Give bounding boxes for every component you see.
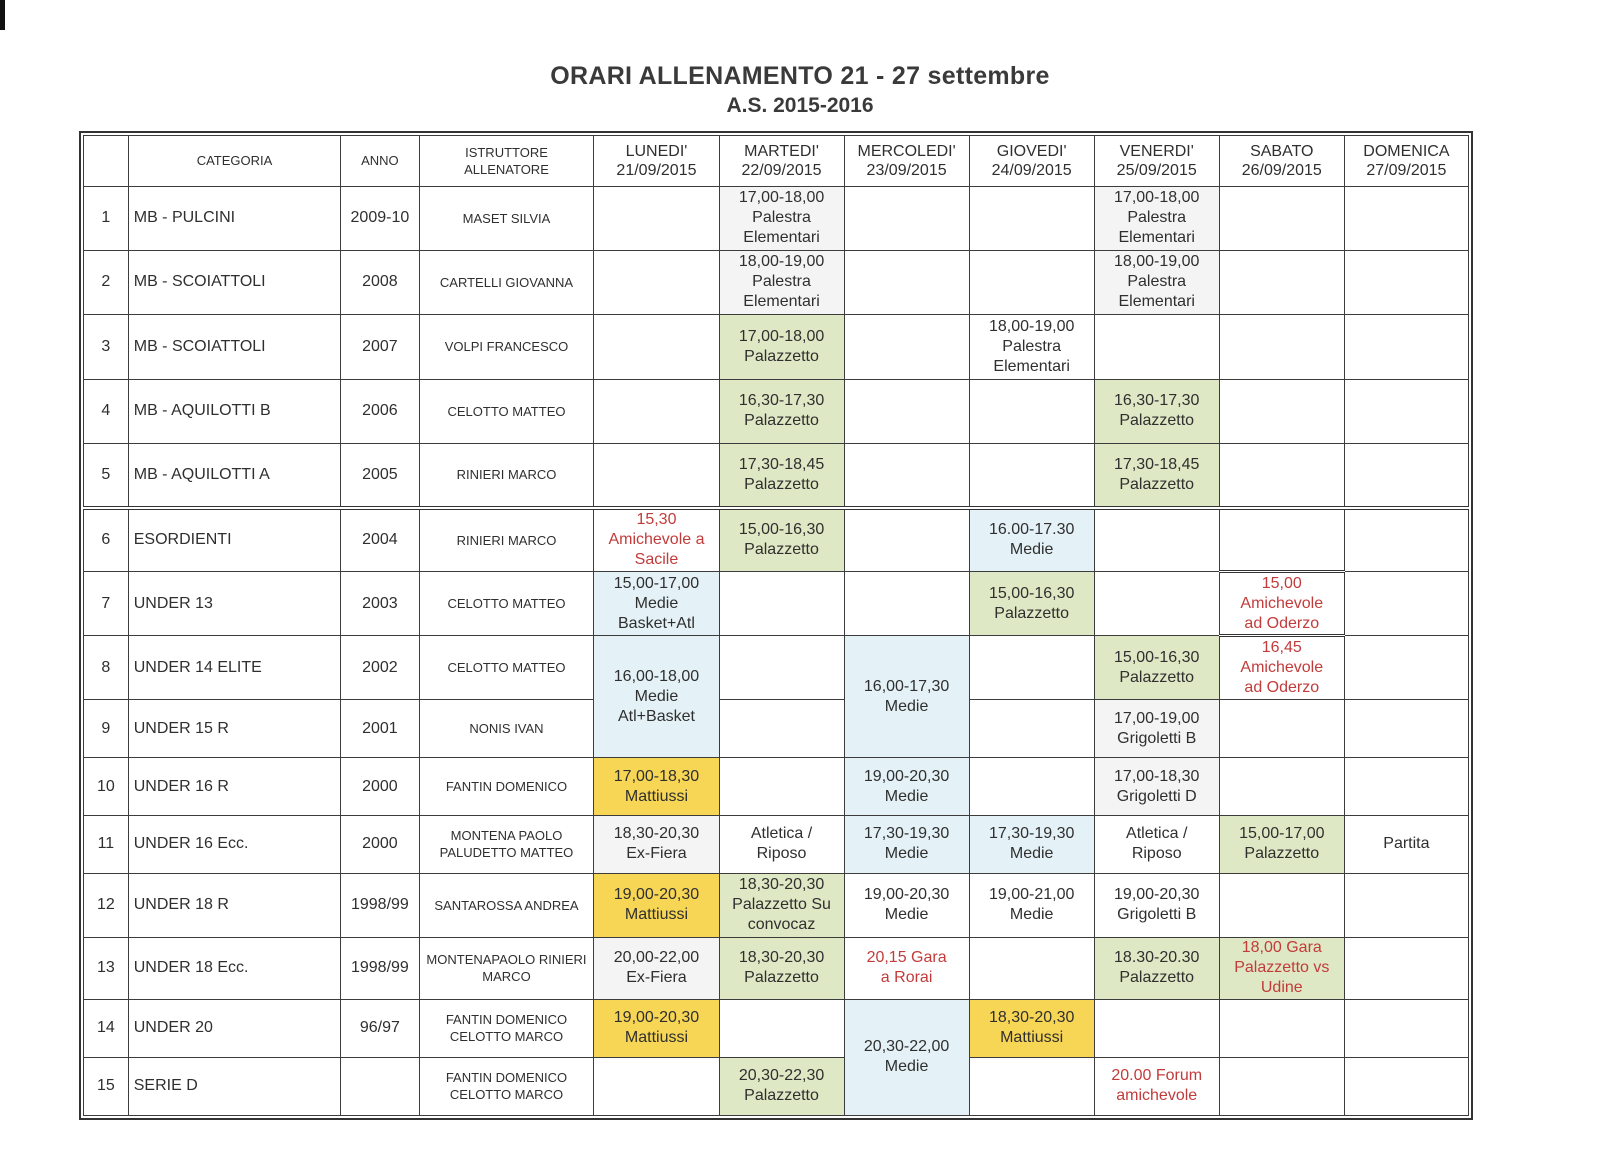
- cell-sabato: [1219, 250, 1344, 314]
- cell-mercoledi: 17,30-19,30 Medie: [844, 815, 969, 873]
- cell-domenica: [1344, 250, 1468, 314]
- row-istruttore: RINIERI MARCO: [419, 508, 594, 572]
- row-number: 8: [84, 636, 129, 700]
- cell-lunedi: 17,00-18,30 Mattiussi: [594, 758, 719, 816]
- cell-giovedi: [969, 758, 1094, 816]
- row-istruttore: CELOTTO MATTEO: [419, 572, 594, 636]
- cell-venerdi: 17,00-18,00 Palestra Elementari: [1094, 186, 1219, 250]
- table-row: [84, 1057, 1469, 1115]
- cell-lunedi: [594, 186, 719, 250]
- row-categoria: MB - AQUILOTTI A: [128, 443, 341, 507]
- cell-mercoledi: [844, 186, 969, 250]
- cell-lunedi: [594, 1057, 719, 1115]
- row-istruttore: MASET SILVIA: [419, 186, 594, 250]
- cell-venerdi: 18,00-19,00 Palestra Elementari: [1094, 250, 1219, 314]
- row-number: 13: [84, 937, 129, 999]
- cell-domenica: [1344, 937, 1468, 999]
- cell-sabato: [1219, 508, 1344, 572]
- header-row: [84, 136, 1469, 187]
- row-istruttore: VOLPI FRANCESCO: [419, 314, 594, 379]
- cell-venerdi: [1094, 508, 1219, 572]
- row-number: 11: [84, 815, 129, 873]
- row-categoria: SERIE D: [128, 1057, 341, 1115]
- cell-giovedi: 18,00-19,00 Palestra Elementari: [969, 314, 1094, 379]
- cell-lunedi: 18,30-20,30 Ex-Fiera: [594, 815, 719, 873]
- row-categoria: UNDER 20: [128, 999, 341, 1057]
- page-subtitle: A.S. 2015-2016: [726, 94, 874, 117]
- row-categoria: UNDER 18 Ecc.: [128, 937, 341, 999]
- row-istruttore: RINIERI MARCO: [419, 443, 594, 507]
- table-row: [84, 700, 1469, 758]
- cell-lunedi: 15,30 Amichevole a Sacile: [594, 508, 719, 572]
- cell-lunedi: 19,00-20,30 Mattiussi: [594, 873, 719, 937]
- schedule-table: [83, 135, 1469, 1116]
- cell-mercoledi: 19,00-20,30 Medie: [844, 758, 969, 816]
- cell-domenica: [1344, 572, 1468, 636]
- cell-domenica: [1344, 873, 1468, 937]
- row-anno: 2007: [341, 314, 419, 379]
- row-istruttore: FANTIN DOMENICO CELOTTO MARCO: [419, 999, 594, 1057]
- row-anno: 2006: [341, 379, 419, 443]
- row-anno: 96/97: [341, 999, 419, 1057]
- header-venerdi: VENERDI' 25/09/2015: [1094, 136, 1219, 187]
- cell-mercoledi: 16,00-17,30 Medie: [844, 636, 969, 758]
- row-categoria: MB - SCOIATTOLI: [128, 250, 341, 314]
- row-anno: 2002: [341, 636, 419, 700]
- row-number: 1: [84, 186, 129, 250]
- header-num: [84, 136, 129, 187]
- cell-lunedi: 20,00-22,00 Ex-Fiera: [594, 937, 719, 999]
- cell-lunedi: 16,00-18,00 Medie Atl+Basket: [594, 636, 719, 758]
- cell-domenica: [1344, 636, 1468, 700]
- table-row: [84, 314, 1469, 379]
- cell-mercoledi: [844, 250, 969, 314]
- cell-sabato: [1219, 999, 1344, 1057]
- cell-sabato: [1219, 379, 1344, 443]
- row-anno: 2000: [341, 815, 419, 873]
- row-number: 10: [84, 758, 129, 816]
- header-lunedi: LUNEDI' 21/09/2015: [594, 136, 719, 187]
- header-mercoledi: MERCOLEDI' 23/09/2015: [844, 136, 969, 187]
- row-number: 4: [84, 379, 129, 443]
- table-row: [84, 572, 1469, 636]
- row-categoria: UNDER 16 R: [128, 758, 341, 816]
- cell-giovedi: [969, 636, 1094, 700]
- cell-venerdi: [1094, 999, 1219, 1057]
- cell-venerdi: Atletica / Riposo: [1094, 815, 1219, 873]
- cell-giovedi: [969, 937, 1094, 999]
- cell-sabato: [1219, 314, 1344, 379]
- cell-martedi: [719, 636, 844, 700]
- cell-sabato: [1219, 873, 1344, 937]
- cell-venerdi: 19,00-20,30 Grigoletti B: [1094, 873, 1219, 937]
- cell-domenica: Partita: [1344, 815, 1468, 873]
- row-categoria: MB - AQUILOTTI B: [128, 379, 341, 443]
- cell-martedi: [719, 758, 844, 816]
- row-anno: 2005: [341, 443, 419, 507]
- table-row: [84, 186, 1469, 250]
- cell-sabato: [1219, 700, 1344, 758]
- row-number: 5: [84, 443, 129, 507]
- cell-sabato: 15,00-17,00 Palazzetto: [1219, 815, 1344, 873]
- table-row: [84, 758, 1469, 816]
- cell-mercoledi: [844, 443, 969, 507]
- cell-venerdi: 15,00-16,30 Palazzetto: [1094, 636, 1219, 700]
- cell-martedi: [719, 700, 844, 758]
- header-martedi: MARTEDI' 22/09/2015: [719, 136, 844, 187]
- header-sabato: SABATO 26/09/2015: [1219, 136, 1344, 187]
- row-categoria: MB - PULCINI: [128, 186, 341, 250]
- cell-mercoledi: [844, 314, 969, 379]
- scan-edge-mark: [0, 0, 5, 30]
- cell-martedi: 15,00-16,30 Palazzetto: [719, 508, 844, 572]
- header-istruttore: ISTRUTTORE ALLENATORE: [419, 136, 594, 187]
- row-istruttore: NONIS IVAN: [419, 700, 594, 758]
- cell-giovedi: [969, 379, 1094, 443]
- row-istruttore: CELOTTO MATTEO: [419, 379, 594, 443]
- row-categoria: UNDER 15 R: [128, 700, 341, 758]
- row-anno: 2000: [341, 758, 419, 816]
- cell-venerdi: 17,00-19,00 Grigoletti B: [1094, 700, 1219, 758]
- cell-giovedi: [969, 1057, 1094, 1115]
- page-title: ORARI ALLENAMENTO 21 - 27 settembre: [550, 62, 1050, 90]
- cell-martedi: 17,00-18,00 Palestra Elementari: [719, 186, 844, 250]
- row-number: 6: [84, 508, 129, 572]
- cell-mercoledi: [844, 572, 969, 636]
- row-number: 3: [84, 314, 129, 379]
- row-categoria: MB - SCOIATTOLI: [128, 314, 341, 379]
- cell-martedi: 17,00-18,00 Palazzetto: [719, 314, 844, 379]
- table-row: [84, 937, 1469, 999]
- row-anno: 2001: [341, 700, 419, 758]
- row-categoria: UNDER 16 Ecc.: [128, 815, 341, 873]
- row-number: 15: [84, 1057, 129, 1115]
- cell-sabato: [1219, 758, 1344, 816]
- header-domenica: DOMENICA 27/09/2015: [1344, 136, 1468, 187]
- cell-domenica: [1344, 314, 1468, 379]
- cell-sabato: 18,00 Gara Palazzetto vs Udine: [1219, 937, 1344, 999]
- cell-domenica: [1344, 1057, 1468, 1115]
- row-anno: 1998/99: [341, 937, 419, 999]
- cell-sabato: 16,45 Amichevole ad Oderzo: [1219, 636, 1344, 700]
- table-row: [84, 999, 1469, 1057]
- cell-giovedi: 19,00-21,00 Medie: [969, 873, 1094, 937]
- row-categoria: UNDER 18 R: [128, 873, 341, 937]
- cell-mercoledi: [844, 379, 969, 443]
- table-row: [84, 250, 1469, 314]
- row-anno: [341, 1057, 419, 1115]
- table-row: [84, 443, 1469, 507]
- cell-domenica: [1344, 508, 1468, 572]
- cell-domenica: [1344, 758, 1468, 816]
- row-number: 14: [84, 999, 129, 1057]
- cell-giovedi: [969, 186, 1094, 250]
- cell-mercoledi: 20,15 Gara a Rorai: [844, 937, 969, 999]
- cell-sabato: [1219, 1057, 1344, 1115]
- cell-mercoledi: [844, 508, 969, 572]
- row-number: 12: [84, 873, 129, 937]
- cell-martedi: Atletica / Riposo: [719, 815, 844, 873]
- cell-domenica: [1344, 999, 1468, 1057]
- cell-domenica: [1344, 186, 1468, 250]
- cell-giovedi: [969, 443, 1094, 507]
- cell-lunedi: 15,00-17,00 Medie Basket+Atl: [594, 572, 719, 636]
- cell-giovedi: 18,30-20,30 Mattiussi: [969, 999, 1094, 1057]
- row-categoria: UNDER 14 ELITE: [128, 636, 341, 700]
- table-row: [84, 508, 1469, 572]
- cell-martedi: [719, 999, 844, 1057]
- cell-domenica: [1344, 700, 1468, 758]
- cell-lunedi: [594, 250, 719, 314]
- cell-venerdi: [1094, 572, 1219, 636]
- cell-giovedi: [969, 250, 1094, 314]
- cell-martedi: 18,30-20,30 Palazzetto: [719, 937, 844, 999]
- table-row: [84, 379, 1469, 443]
- header-categoria: CATEGORIA: [128, 136, 341, 187]
- schedule-table-frame: [79, 131, 1473, 1120]
- table-row: [84, 636, 1469, 700]
- cell-lunedi: [594, 379, 719, 443]
- row-anno: 2008: [341, 250, 419, 314]
- cell-venerdi: 18.30-20.30 Palazzetto: [1094, 937, 1219, 999]
- table-row: [84, 815, 1469, 873]
- row-anno: 2004: [341, 508, 419, 572]
- cell-martedi: 18,30-20,30 Palazzetto Su convocaz: [719, 873, 844, 937]
- row-istruttore: FANTIN DOMENICO: [419, 758, 594, 816]
- cell-lunedi: 19,00-20,30 Mattiussi: [594, 999, 719, 1057]
- cell-venerdi: 17,00-18,30 Grigoletti D: [1094, 758, 1219, 816]
- table-row: [84, 873, 1469, 937]
- cell-domenica: [1344, 443, 1468, 507]
- cell-martedi: [719, 572, 844, 636]
- row-anno: 2009-10: [341, 186, 419, 250]
- cell-lunedi: [594, 443, 719, 507]
- cell-giovedi: 16.00-17.30 Medie: [969, 508, 1094, 572]
- header-giovedi: GIOVEDI' 24/09/2015: [969, 136, 1094, 187]
- row-categoria: UNDER 13: [128, 572, 341, 636]
- cell-sabato: 15,00 Amichevole ad Oderzo: [1219, 572, 1344, 636]
- cell-venerdi: 16,30-17,30 Palazzetto: [1094, 379, 1219, 443]
- cell-sabato: [1219, 443, 1344, 507]
- cell-mercoledi: 19,00-20,30 Medie: [844, 873, 969, 937]
- cell-giovedi: 15,00-16,30 Palazzetto: [969, 572, 1094, 636]
- cell-lunedi: [594, 314, 719, 379]
- cell-martedi: 18,00-19,00 Palestra Elementari: [719, 250, 844, 314]
- cell-giovedi: 17,30-19,30 Medie: [969, 815, 1094, 873]
- row-categoria: ESORDIENTI: [128, 508, 341, 572]
- row-anno: 2003: [341, 572, 419, 636]
- row-number: 2: [84, 250, 129, 314]
- cell-martedi: 16,30-17,30 Palazzetto: [719, 379, 844, 443]
- cell-martedi: 17,30-18,45 Palazzetto: [719, 443, 844, 507]
- row-istruttore: CELOTTO MATTEO: [419, 636, 594, 700]
- cell-venerdi: [1094, 314, 1219, 379]
- cell-venerdi: 20.00 Forum amichevole: [1094, 1057, 1219, 1115]
- row-anno: 1998/99: [341, 873, 419, 937]
- cell-sabato: [1219, 186, 1344, 250]
- cell-venerdi: 17,30-18,45 Palazzetto: [1094, 443, 1219, 507]
- row-istruttore: MONTENA PAOLO PALUDETTO MATTEO: [419, 815, 594, 873]
- cell-mercoledi: 20,30-22,00 Medie: [844, 999, 969, 1115]
- cell-martedi: 20,30-22,30 Palazzetto: [719, 1057, 844, 1115]
- row-istruttore: MONTENAPAOLO RINIERI MARCO: [419, 937, 594, 999]
- row-number: 9: [84, 700, 129, 758]
- row-istruttore: CARTELLI GIOVANNA: [419, 250, 594, 314]
- row-number: 7: [84, 572, 129, 636]
- row-istruttore: SANTAROSSA ANDREA: [419, 873, 594, 937]
- header-anno: ANNO: [341, 136, 419, 187]
- row-istruttore: FANTIN DOMENICO CELOTTO MARCO: [419, 1057, 594, 1115]
- cell-domenica: [1344, 379, 1468, 443]
- cell-giovedi: [969, 700, 1094, 758]
